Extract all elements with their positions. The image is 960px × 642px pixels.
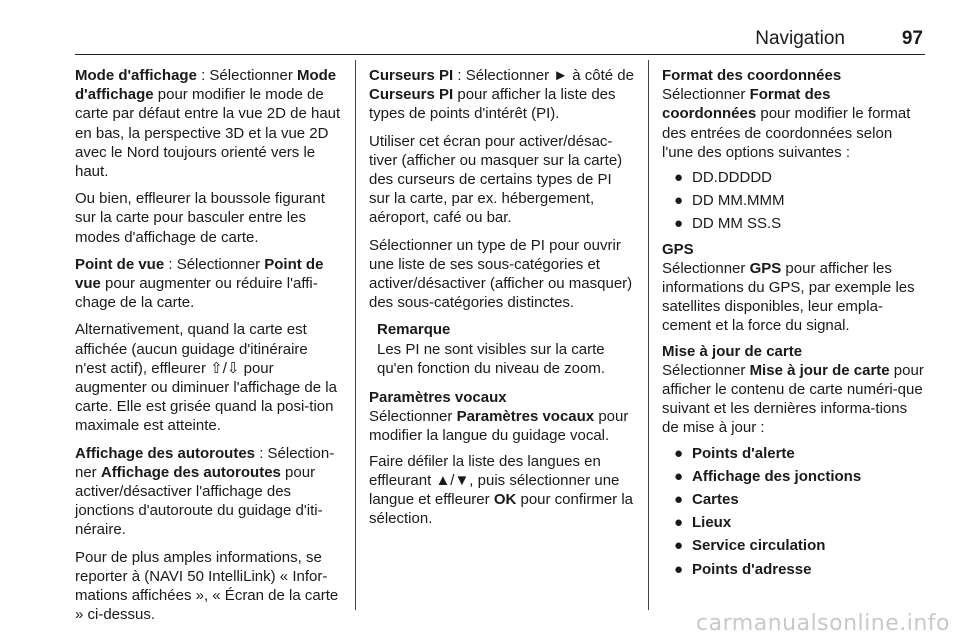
paragraph-motorway-display: Affichage des autoroutes : Sélection-ner Affichage des autoroutes pour activer/désactiver l'affichage des jonctions d'autoroute du guidage d'iti-néraire.	[75, 444, 335, 539]
list-item: ● Affichage des jonctions	[674, 467, 862, 485]
column-divider	[355, 60, 356, 610]
section-title: GPS	[662, 240, 694, 258]
column-divider	[648, 60, 649, 610]
bullet-icon: ●	[674, 560, 684, 578]
list-item: ● Points d'alerte	[674, 444, 795, 462]
bullet-icon: ●	[674, 444, 684, 462]
section-voice-settings: Paramètres vocaux Sélectionner Paramètres vocaux pour modifier la langue du guidage vocal.	[369, 389, 629, 445]
paragraph-poi-cursors: Curseurs PI : Sélectionner ► à côté de Curseurs PI pour afficher la liste des types de points d'intérêt (PI).	[369, 67, 634, 123]
paragraph-compass: Ou bien, effleurer la boussole figurant sur la carte pour basculer entre les modes d'affichage de carte.	[75, 190, 325, 246]
bullet-icon: ●	[674, 514, 684, 532]
note-title: Remarque	[377, 321, 451, 339]
list-item: ● DD.DDDDD	[674, 169, 772, 187]
column-middle	[369, 66, 635, 536]
paragraph-language-select: Faire défiler la liste des langues en effleurant ▲/▼, puis sélectionner une langue et effleurer OK pour confirmer la sélection.	[369, 452, 634, 528]
section-map-update: Mise à jour de carte Sélectionner Mise à jour de carte pour afficher le contenu de carte numéri-que suivant et les dernières informa-tions de mise à jour :	[662, 342, 924, 437]
page-title: Navigation	[755, 28, 845, 49]
bullet-icon: ●	[674, 169, 684, 187]
coordinate-format-list	[662, 168, 925, 234]
paragraph-more-info: Pour de plus amples informations, se reporter à (NAVI 50 IntelliLink) « Infor-mations affichées », « Écran de la carte » ci-dessus.	[75, 548, 339, 624]
list-item: ● Service circulation	[674, 537, 826, 555]
list-item: ● DD MM SS.S	[674, 215, 782, 233]
list-item: ● DD MM.MMM	[674, 192, 785, 210]
paragraph-display-mode: Mode d'affichage : Sélectionner Mode d'affichage pour modifier le mode de carte par défaut entre la vue 2D de haut en bas, la perspective 3D et la vue 2D avec le Nord toujours orienté vers le haut.	[75, 67, 341, 181]
page-number: 97	[901, 28, 923, 49]
page-header	[75, 26, 925, 55]
section-gps: GPS Sélectionner GPS pour afficher les informations du GPS, par exemple les satellites disponibles, leur empla-cement et la force du signal.	[662, 240, 915, 335]
column-left	[75, 66, 342, 632]
bullet-icon: ●	[674, 192, 684, 210]
paragraph-viewpoint: Point de vue : Sélectionner Point de vue pour augmenter ou réduire l'affi-chage de la carte.	[75, 255, 324, 312]
note-text: Les PI ne sont visibles sur la carte qu'en fonction du niveau de zoom.	[377, 340, 606, 377]
paragraph-zoom: Alternativement, quand la carte est affichée (aucun guidage d'itinéraire n'est actif), effleurer ⇧/⇩ pour augmenter ou diminuer l'affichage de la carte. Elle est grisée quand la posi-tion maximale est atteinte.	[75, 321, 337, 435]
section-title: Mise à jour de carte	[662, 342, 803, 360]
bullet-icon: ●	[674, 215, 684, 233]
section-coordinate-format: Format des coordonnées Sélectionner Format des coordonnées pour modifier le format des entrées de coordonnées selon l'une des options suivantes :	[662, 67, 911, 161]
map-update-list	[662, 444, 925, 579]
bullet-icon: ●	[674, 537, 684, 555]
list-item: ● Cartes	[674, 491, 739, 509]
bullet-icon: ●	[674, 467, 684, 485]
note-box	[369, 320, 635, 378]
list-item: ● Lieux	[674, 514, 732, 532]
list-item: ● Points d'adresse	[674, 560, 812, 578]
bullet-icon: ●	[674, 491, 684, 509]
column-right	[662, 66, 925, 585]
paragraph-poi-subcategories: Sélectionner un type de PI pour ouvrir une liste de ses sous-catégories et activer/désactiver (afficher ou masquer) des sous-catégories distinctes.	[369, 236, 633, 312]
section-title: Format des coordonnées	[662, 67, 842, 84]
watermark: carmanualsonline.info	[696, 611, 950, 636]
section-title: Paramètres vocaux	[369, 389, 507, 407]
paragraph-poi-screen: Utiliser cet écran pour activer/désac-tiver (afficher ou masquer sur la carte) des curseurs de certains types de PI sur la carte, par ex. hébergement, aéroport, café ou bar.	[369, 132, 623, 227]
